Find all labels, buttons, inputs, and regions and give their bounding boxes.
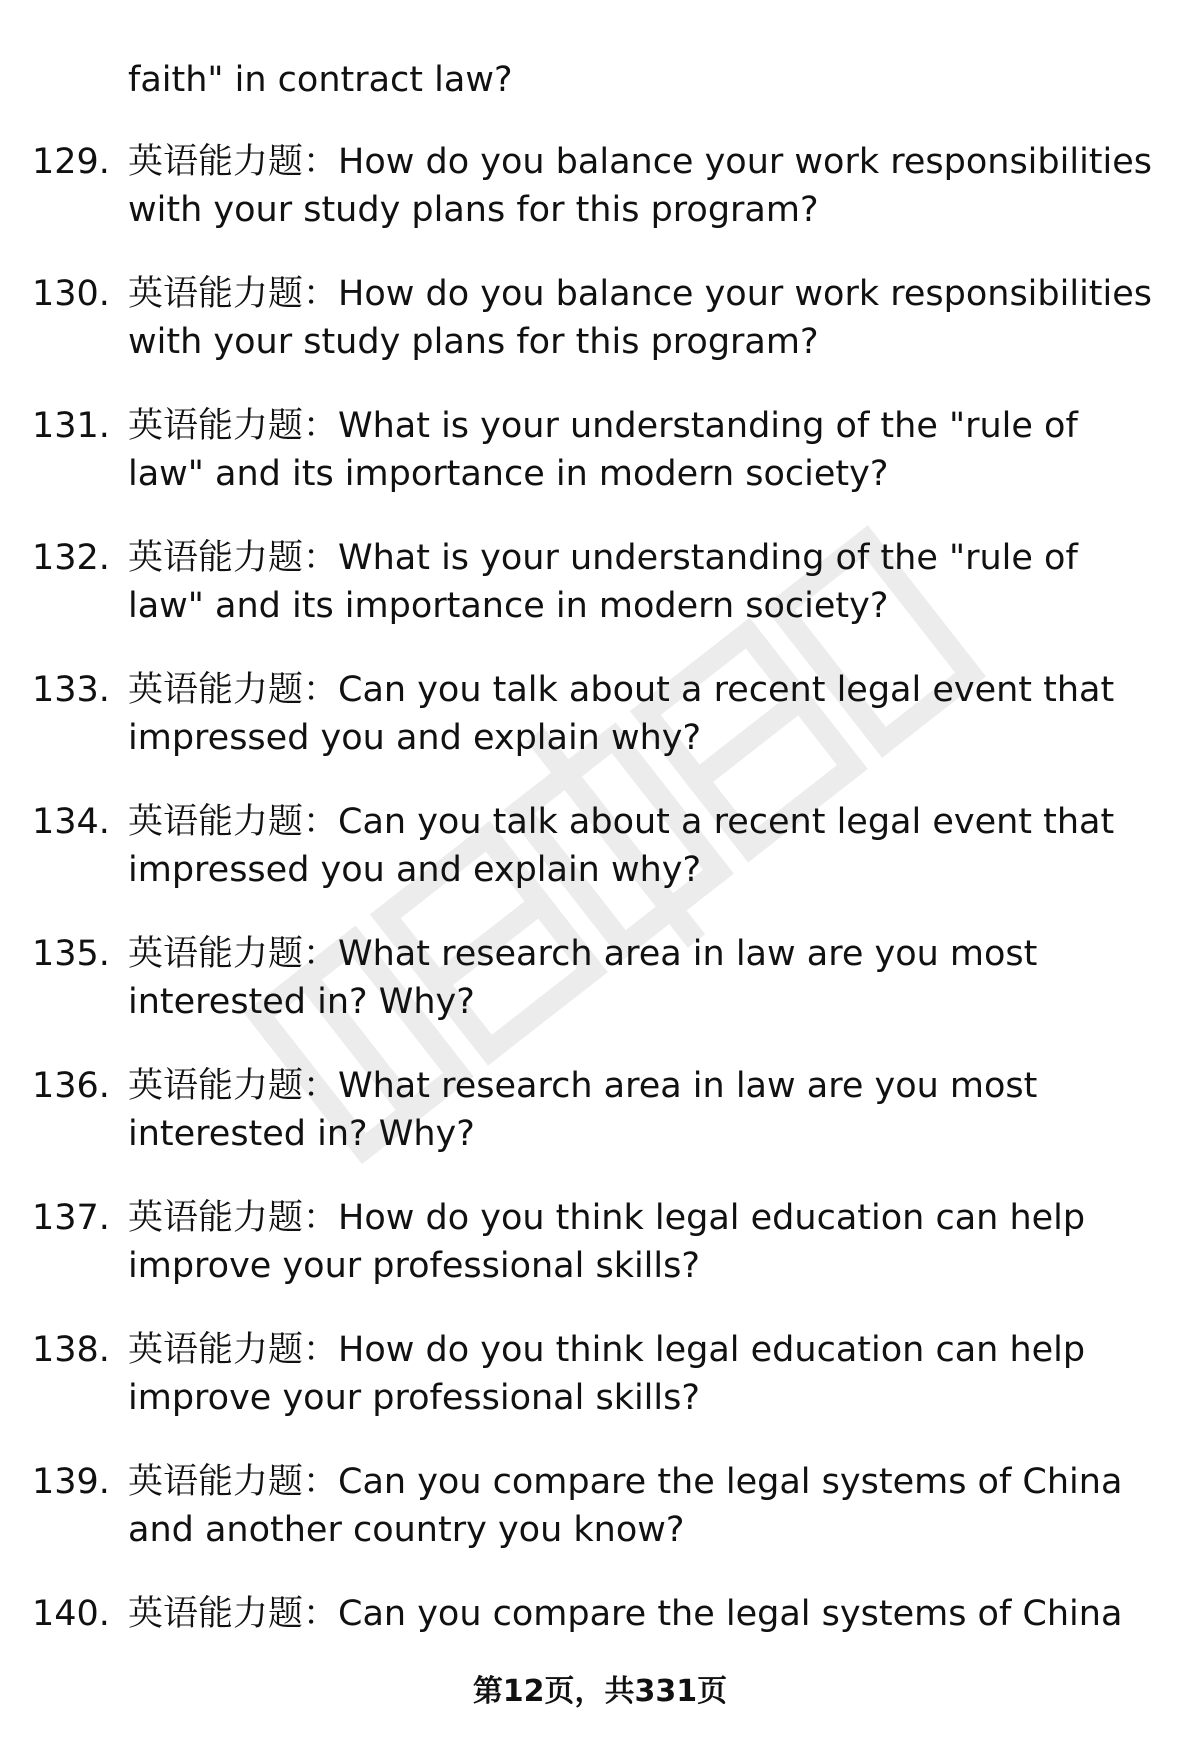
question-text-line: 英语能力题：How do you balance your work responsibilities <box>128 142 1153 182</box>
question-text-line: 英语能力题：Can you compare the legal systems of China <box>128 1594 1123 1634</box>
question-text-line: 英语能力题：How do you think legal education can help <box>128 1198 1086 1238</box>
question-text-line: interested in? Why? <box>128 982 475 1022</box>
question-text-line: law" and its importance in modern society? <box>128 586 889 626</box>
question-item <box>0 930 1200 1062</box>
question-number: 129. <box>32 142 110 182</box>
question-text-line: interested in? Why? <box>128 1114 475 1154</box>
question-item <box>0 138 1200 270</box>
continuation-line: faith" in contract law? <box>128 60 513 100</box>
question-text-line: law" and its importance in modern society? <box>128 454 889 494</box>
question-number: 130. <box>32 274 110 314</box>
question-text-line: 英语能力题：What research area in law are you most <box>128 934 1038 974</box>
question-text-line: 英语能力题：What is your understanding of the "rule of <box>128 538 1078 578</box>
question-number: 138. <box>32 1330 110 1370</box>
question-text-line: 英语能力题：Can you talk about a recent legal event that <box>128 670 1115 710</box>
question-number: 133. <box>32 670 110 710</box>
question-text-line: 英语能力题：Can you compare the legal systems of China <box>128 1462 1123 1502</box>
question-number: 140. <box>32 1594 110 1634</box>
question-number: 132. <box>32 538 110 578</box>
question-text-line: 英语能力题：What research area in law are you most <box>128 1066 1038 1106</box>
question-text-line: and another country you know? <box>128 1510 685 1550</box>
question-text-line: 英语能力题：What is your understanding of the "rule of <box>128 406 1078 446</box>
question-text-line: improve your professional skills? <box>128 1378 700 1418</box>
question-item <box>0 402 1200 534</box>
question-item <box>0 1326 1200 1458</box>
question-text-line: impressed you and explain why? <box>128 850 702 890</box>
question-item <box>0 1458 1200 1590</box>
question-number: 134. <box>32 802 110 842</box>
question-text-line: with your study plans for this program? <box>128 322 819 362</box>
question-number: 139. <box>32 1462 110 1502</box>
question-text-line: impressed you and explain why? <box>128 718 702 758</box>
page-footer: 第12页，共331页 <box>472 1674 728 1709</box>
question-number: 136. <box>32 1066 110 1106</box>
question-text-line: 英语能力题：How do you balance your work responsibilities <box>128 274 1153 314</box>
question-item <box>0 534 1200 666</box>
question-item <box>0 1194 1200 1326</box>
question-text-line: 英语能力题：How do you think legal education can help <box>128 1330 1086 1370</box>
question-item <box>0 1062 1200 1194</box>
question-number: 135. <box>32 934 110 974</box>
question-text-line: improve your professional skills? <box>128 1246 700 1286</box>
question-item <box>0 270 1200 402</box>
question-text-line: 英语能力题：Can you talk about a recent legal event that <box>128 802 1115 842</box>
question-item <box>0 798 1200 930</box>
question-number: 131. <box>32 406 110 446</box>
question-list <box>0 138 1200 1722</box>
question-item <box>0 666 1200 798</box>
question-text-line: with your study plans for this program? <box>128 190 819 230</box>
question-number: 137. <box>32 1198 110 1238</box>
